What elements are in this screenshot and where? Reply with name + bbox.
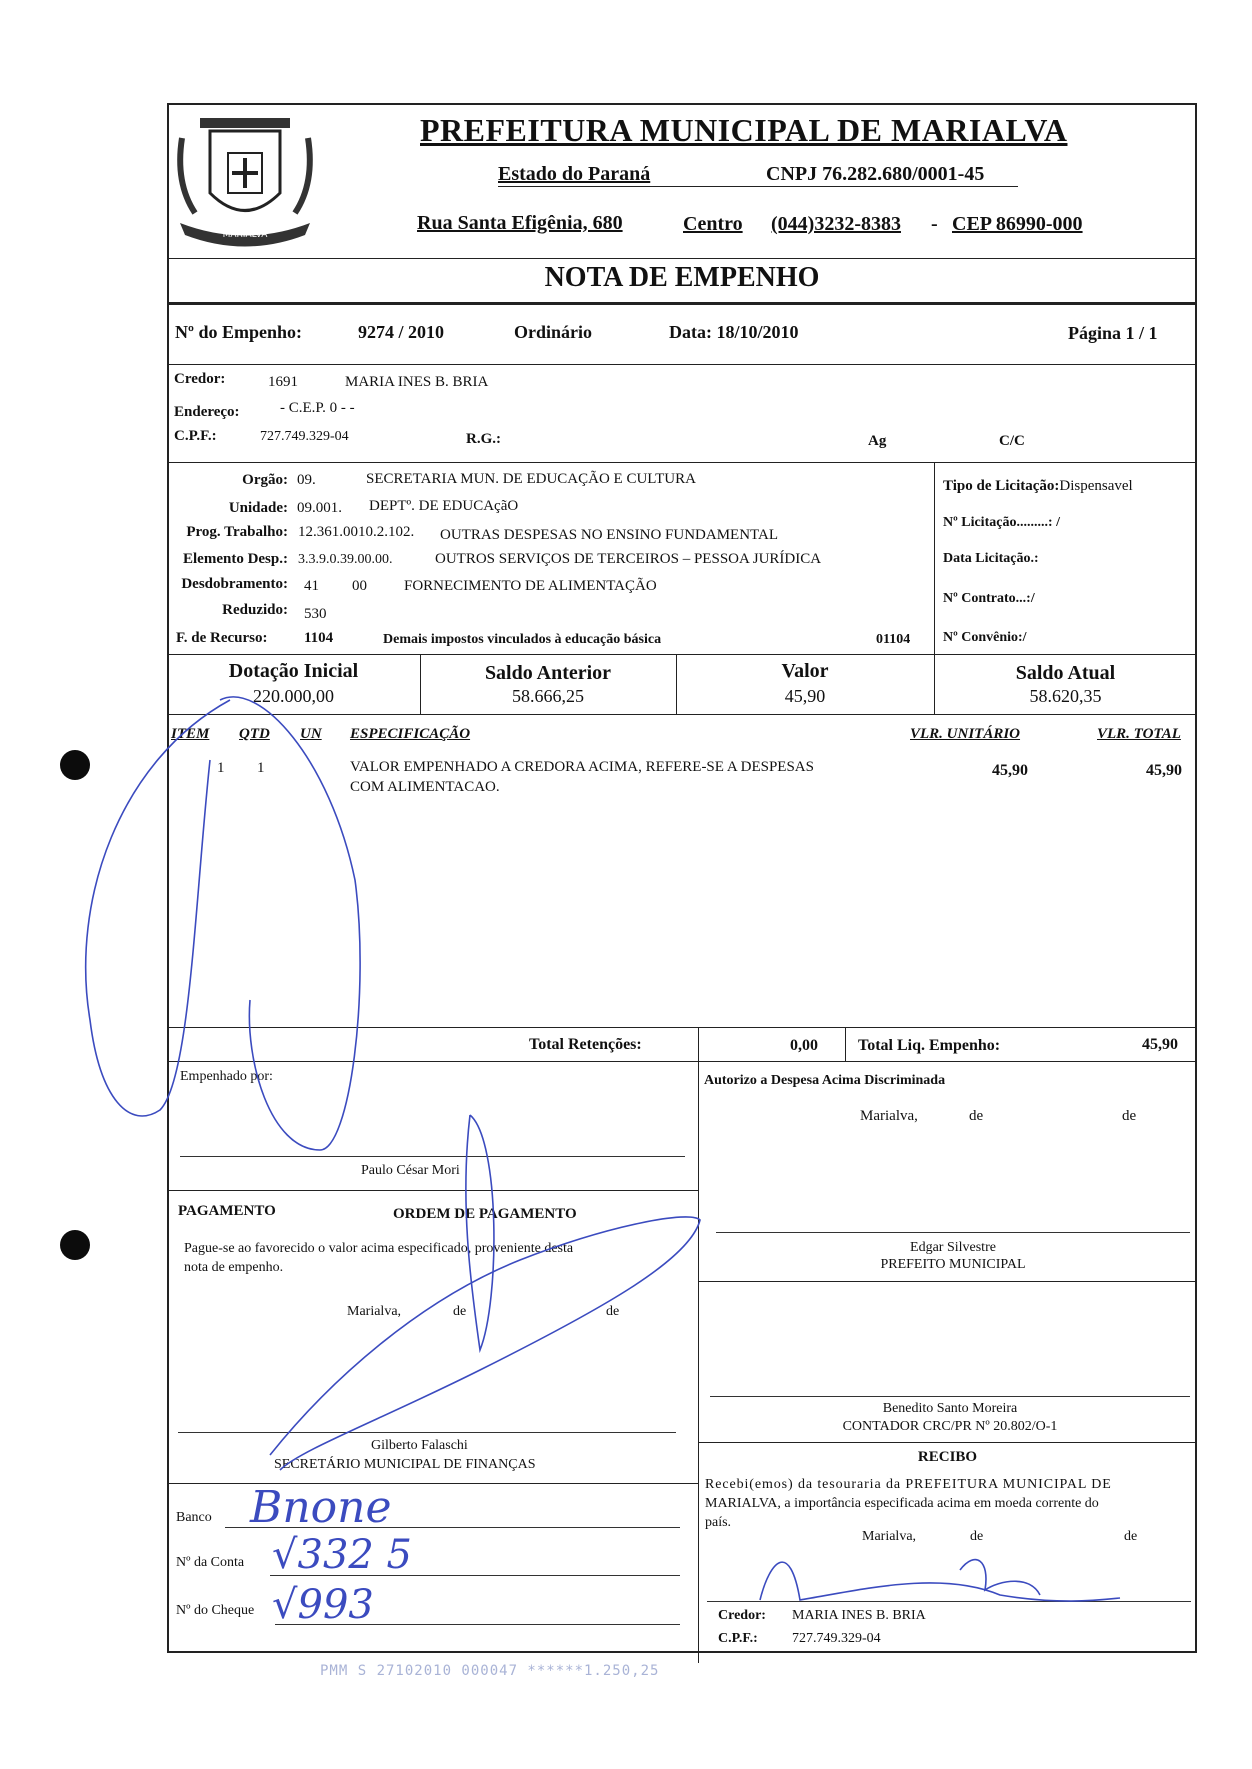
- reduzido-value: 530: [304, 606, 327, 622]
- credor-cpf: 727.749.329-04: [260, 429, 349, 444]
- recibo-label: RECIBO: [917, 1449, 978, 1465]
- col-item: ITEM: [171, 726, 210, 742]
- orgao-desc: SECRETARIA MUN. DE EDUCAÇÃO E CULTURA: [366, 471, 696, 487]
- valor-label: Valor: [781, 660, 829, 682]
- empenhado-label: Empenhado por:: [180, 1069, 273, 1084]
- prefeito-role: PREFEITO MUNICIPAL: [880, 1257, 1026, 1272]
- autorizo-de-1: de: [969, 1108, 984, 1124]
- recurso-code: 1104: [304, 630, 334, 646]
- credor-name: MARIA INES B. BRIA: [345, 374, 489, 390]
- item-spec-line-1: VALOR EMPENHADO A CREDORA ACIMA, REFERE-SE A DESPESAS: [350, 759, 814, 775]
- cpf-label: C.P.F.:: [174, 428, 217, 444]
- empenhado-name: Paulo César Mori: [361, 1163, 460, 1178]
- item-spec-line-2: COM ALIMENTACAO.: [350, 779, 500, 795]
- conta-label: Nº da Conta: [176, 1555, 245, 1570]
- recibo-cpf: 727.749.329-04: [792, 1631, 881, 1646]
- recibo-text-line-2: MARIALVA, a importância especificada acima em moeda corrente do: [705, 1496, 1099, 1511]
- recurso-desc: Demais impostos vinculados à educação básica: [383, 632, 662, 647]
- desdobramento-sub: 00: [352, 578, 367, 594]
- col-un: UN: [300, 726, 322, 742]
- retencoes-label: Total Retenções:: [529, 1036, 642, 1053]
- dotacao-value: 220.000,00: [253, 686, 334, 706]
- elemento-label: Elemento Desp.:: [183, 551, 288, 567]
- pagamento-place: Marialva,: [347, 1304, 402, 1319]
- saldo-anterior-value: 58.666,25: [512, 686, 584, 706]
- desdobramento-label: Desdobramento:: [181, 576, 288, 592]
- signature-loop-left: [86, 700, 230, 1116]
- recurso-label: F. de Recurso:: [176, 630, 268, 646]
- col-qtd: QTD: [239, 726, 270, 742]
- autorizo-place: Marialva,: [860, 1108, 918, 1124]
- unidade-code: 09.001.: [297, 500, 342, 516]
- col-total-value: VLR. TOTAL: [1097, 726, 1181, 742]
- recibo-de-2: de: [1124, 1529, 1138, 1544]
- convenio-number: Nº Convênio:/: [943, 630, 1027, 645]
- pagamento-text-line-1: Pague-se ao favorecido o valor acima especificado, proveniente desta: [184, 1241, 574, 1256]
- secretario-role: SECRETÁRIO MUNICIPAL DE FINANÇAS: [274, 1457, 536, 1472]
- col-unit-value: VLR. UNITÁRIO: [910, 726, 1021, 742]
- credor-code: 1691: [268, 374, 298, 390]
- saldo-atual-value: 58.620,35: [1029, 686, 1102, 706]
- empenho-number: 9274 / 2010: [358, 322, 445, 342]
- address-label: Endereço:: [174, 404, 240, 420]
- banco-handwritten: Bnone: [250, 1482, 392, 1533]
- licitacao-date: Data Licitação.:: [943, 551, 1039, 566]
- item-total-value: 45,90: [1146, 762, 1182, 779]
- licitacao-type-value: Dispensavel: [1059, 478, 1133, 494]
- contador-name: Benedito Santo Moreira: [882, 1401, 1018, 1416]
- address-phone: (044)3232-8383: [771, 213, 901, 235]
- reduzido-label: Reduzido:: [222, 602, 288, 618]
- orgao-label: Orgão:: [242, 472, 288, 488]
- credor-label: Credor:: [174, 371, 226, 387]
- item-number: 1: [217, 760, 225, 776]
- pagamento-de-1: de: [453, 1304, 467, 1319]
- cc-label: C/C: [999, 433, 1025, 449]
- elemento-desc: OUTROS SERVIÇOS DE TERCEIROS – PESSOA JURÍDICA: [435, 551, 822, 567]
- licitacao-type-label: Tipo de Licitação:: [943, 478, 1060, 494]
- autorizo-label: Autorizo a Despesa Acima Discriminada: [704, 1073, 946, 1088]
- document-title: NOTA DE EMPENHO: [544, 262, 820, 293]
- signature-pagamento-loop: [466, 1115, 494, 1350]
- ag-label: Ag: [868, 433, 887, 449]
- prog-code: 12.361.0010.2.102.: [298, 524, 415, 540]
- unidade-label: Unidade:: [228, 500, 288, 516]
- empenho-number-label: Nº do Empenho:: [175, 322, 302, 342]
- empenho-date: Data: 18/10/2010: [669, 322, 799, 342]
- saldo-atual-label: Saldo Atual: [1015, 662, 1116, 684]
- recurso-ref: 01104: [876, 632, 911, 647]
- valor-value: 45,90: [784, 686, 826, 706]
- secretario-name: Gilberto Falaschi: [371, 1438, 468, 1453]
- contador-role: CONTADOR CRC/PR Nº 20.802/O-1: [842, 1419, 1058, 1434]
- dotacao-label: Dotação Inicial: [228, 660, 359, 682]
- recibo-place: Marialva,: [862, 1529, 917, 1544]
- address-separator: -: [931, 213, 938, 235]
- banco-label: Banco: [176, 1510, 212, 1525]
- prefeito-name: Edgar Silvestre: [910, 1240, 996, 1255]
- cnpj: CNPJ 76.282.680/0001-45: [766, 163, 985, 185]
- col-spec: ESPECIFICAÇÃO: [350, 726, 471, 742]
- signature-recibo-b: [960, 1560, 1040, 1595]
- empenho-type: Ordinário: [514, 322, 593, 342]
- recibo-text-line-1: Recebi(emos) da tesouraria da PREFEITURA MUNICIPAL DE: [705, 1477, 1112, 1492]
- orgao-code: 09.: [297, 472, 316, 488]
- contrato-number: Nº Contrato...:/: [943, 591, 1035, 606]
- unidade-desc: DEPTº. DE EDUCAçãO: [369, 498, 519, 514]
- recibo-credor-name: MARIA INES B. BRIA: [792, 1608, 926, 1623]
- elemento-code: 3.3.9.0.39.00.00.: [298, 552, 393, 567]
- signature-pagamento: [270, 1217, 700, 1470]
- pagamento-de-2: de: [606, 1304, 620, 1319]
- prog-desc: OUTRAS DESPESAS NO ENSINO FUNDAMENTAL: [440, 527, 778, 543]
- address-cep: CEP 86990-000: [952, 213, 1083, 235]
- address-street: Rua Santa Efigênia, 680: [417, 212, 623, 234]
- licitacao-number: Nº Licitação.........: /: [943, 515, 1060, 530]
- pagamento-label: PAGAMENTO: [178, 1203, 276, 1219]
- item-qtd: 1: [257, 760, 265, 776]
- recibo-cpf-label: C.P.F.:: [718, 1631, 758, 1646]
- autorizo-de-2: de: [1122, 1108, 1137, 1124]
- conta-handwritten: √332 5: [272, 1532, 412, 1578]
- document-stamp: PMM S 27102010 000047 ******1.250,25: [320, 1663, 660, 1679]
- saldo-anterior-label: Saldo Anterior: [484, 662, 612, 684]
- recibo-text-line-3: país.: [705, 1515, 732, 1530]
- address-district: Centro: [683, 213, 743, 235]
- cheque-label: Nº do Cheque: [176, 1603, 255, 1618]
- item-unit-value: 45,90: [992, 762, 1028, 779]
- cheque-handwritten: √993: [272, 1582, 374, 1628]
- retencoes-value: 0,00: [790, 1037, 818, 1054]
- signature-loop-main: [220, 697, 360, 1150]
- rg-label: R.G.:: [466, 431, 501, 447]
- desdobramento-code: 41: [304, 578, 319, 594]
- ordem-pagamento-label: ORDEM DE PAGAMENTO: [393, 1206, 577, 1222]
- pagamento-text-line-2: nota de empenho.: [184, 1260, 284, 1275]
- state-name: Estado do Paraná: [498, 163, 651, 185]
- page-title: PREFEITURA MUNICIPAL DE MARIALVA: [420, 112, 1068, 148]
- total-liq-label: Total Liq. Empenho:: [858, 1037, 1001, 1054]
- signature-recibo: [760, 1562, 1120, 1601]
- svg-text:MARIALVA: MARIALVA: [222, 230, 268, 240]
- credor-address: - C.E.P. 0 - -: [280, 400, 355, 416]
- total-liq-value: 45,90: [1142, 1036, 1178, 1053]
- prog-label: Prog. Trabalho:: [186, 524, 288, 540]
- recibo-credor-label: Credor:: [718, 1608, 766, 1623]
- desdobramento-desc: FORNECIMENTO DE ALIMENTAÇÃO: [404, 578, 657, 594]
- recibo-de-1: de: [970, 1529, 984, 1544]
- page-number: Página 1 / 1: [1068, 323, 1158, 343]
